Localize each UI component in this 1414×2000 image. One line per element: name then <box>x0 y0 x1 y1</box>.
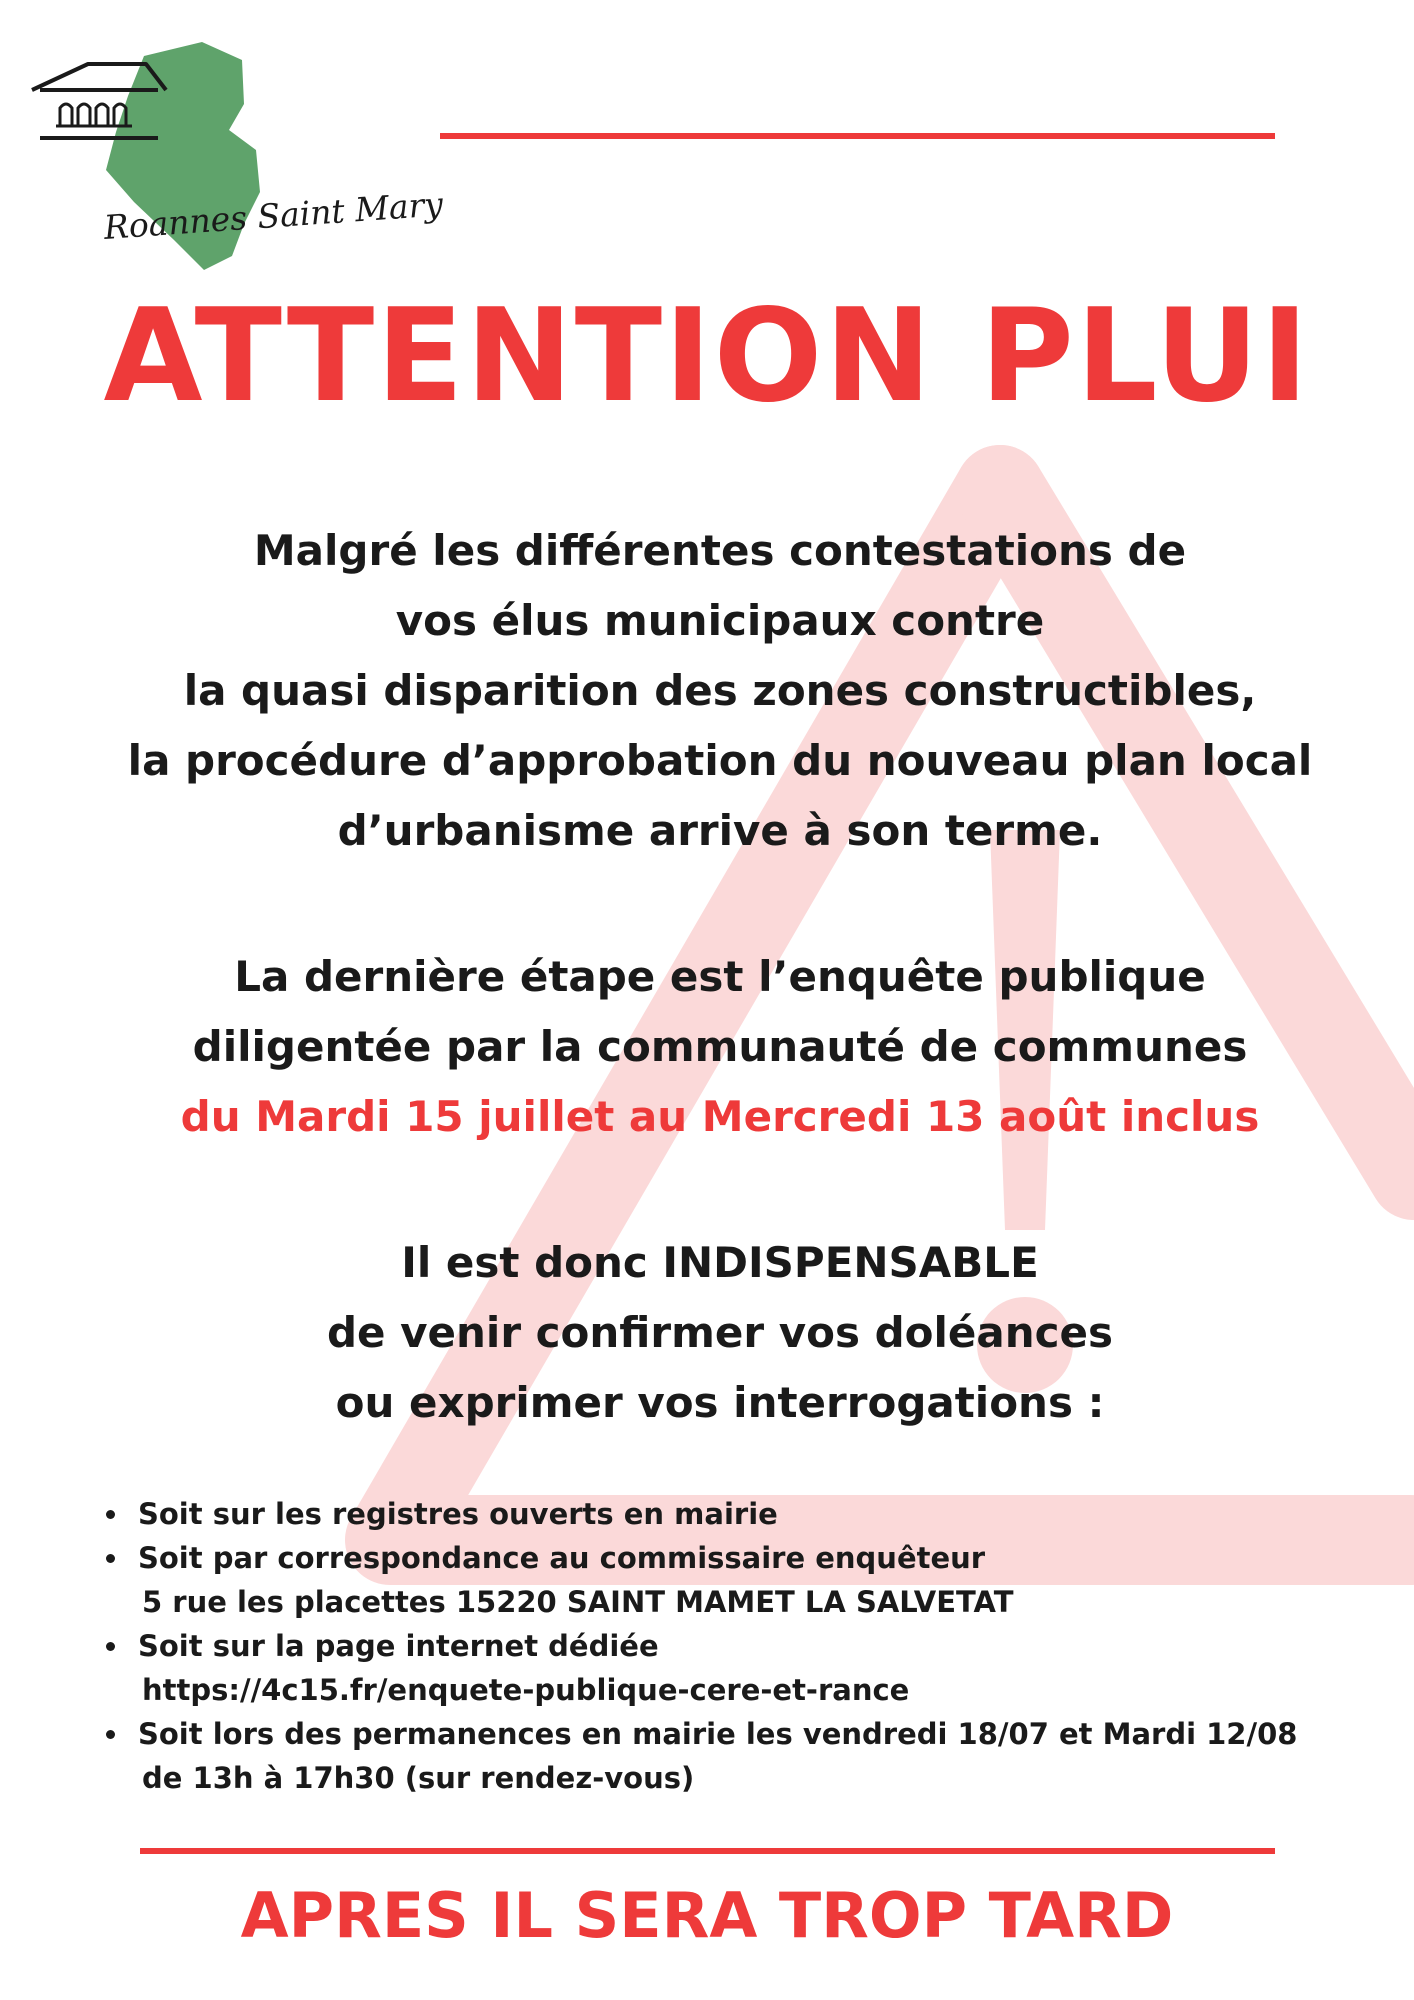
list-item <box>100 1492 1340 1536</box>
postal-address: 5 rue les placettes 15220 SAINT MAMET LA SALVETAT <box>142 1585 1014 1619</box>
survey-line: diligentée par la communauté de communes <box>192 1022 1248 1071</box>
website-link[interactable]: https://4c15.fr/enquete-publique-cere-et-rance <box>142 1673 910 1707</box>
intro-line: la quasi disparition des zones constructibles, <box>183 666 1257 715</box>
options-list <box>100 1492 1340 1800</box>
page-title: ATTENTION PLUI <box>103 282 1311 431</box>
survey-paragraph <box>60 942 1380 1152</box>
intro-line: vos élus municipaux contre <box>395 596 1045 645</box>
list-item-text: Soit sur les registres ouverts en mairie <box>138 1497 778 1531</box>
footer-warning: APRES IL SERA TROP TARD <box>240 1879 1174 1952</box>
list-item <box>100 1536 1340 1624</box>
survey-dates: du Mardi 15 juillet au Mercredi 13 août inclus <box>180 1092 1260 1141</box>
permanence-hours: de 13h à 17h30 (sur rendez-vous) <box>142 1761 695 1795</box>
logo-text: Roannes Saint Mary <box>102 184 445 247</box>
list-item-text: Soit par correspondance au commissaire enquêteur <box>138 1541 986 1575</box>
intro-line: Malgré les différentes contestations de <box>253 526 1187 575</box>
call-line: ou exprimer vos interrogations : <box>335 1378 1105 1427</box>
call-line: de venir confirmer vos doléances <box>326 1308 1114 1357</box>
survey-line: La dernière étape est l’enquête publique <box>234 952 1206 1001</box>
intro-line: d’urbanisme arrive à son terme. <box>337 806 1103 855</box>
call-line: Il est donc INDISPENSABLE <box>401 1238 1039 1287</box>
list-item <box>100 1624 1340 1712</box>
intro-line: la procédure d’approbation du nouveau plan local <box>127 736 1313 785</box>
list-item <box>100 1712 1340 1800</box>
list-item-text: Soit lors des permanences en mairie les vendredi 18/07 et Mardi 12/08 <box>138 1717 1298 1751</box>
top-divider <box>440 133 1275 139</box>
bottom-divider <box>140 1848 1275 1854</box>
list-item-text: Soit sur la page internet dédiée <box>138 1629 659 1663</box>
logo <box>24 42 445 272</box>
call-to-action <box>60 1228 1380 1438</box>
intro-paragraph <box>60 516 1380 866</box>
